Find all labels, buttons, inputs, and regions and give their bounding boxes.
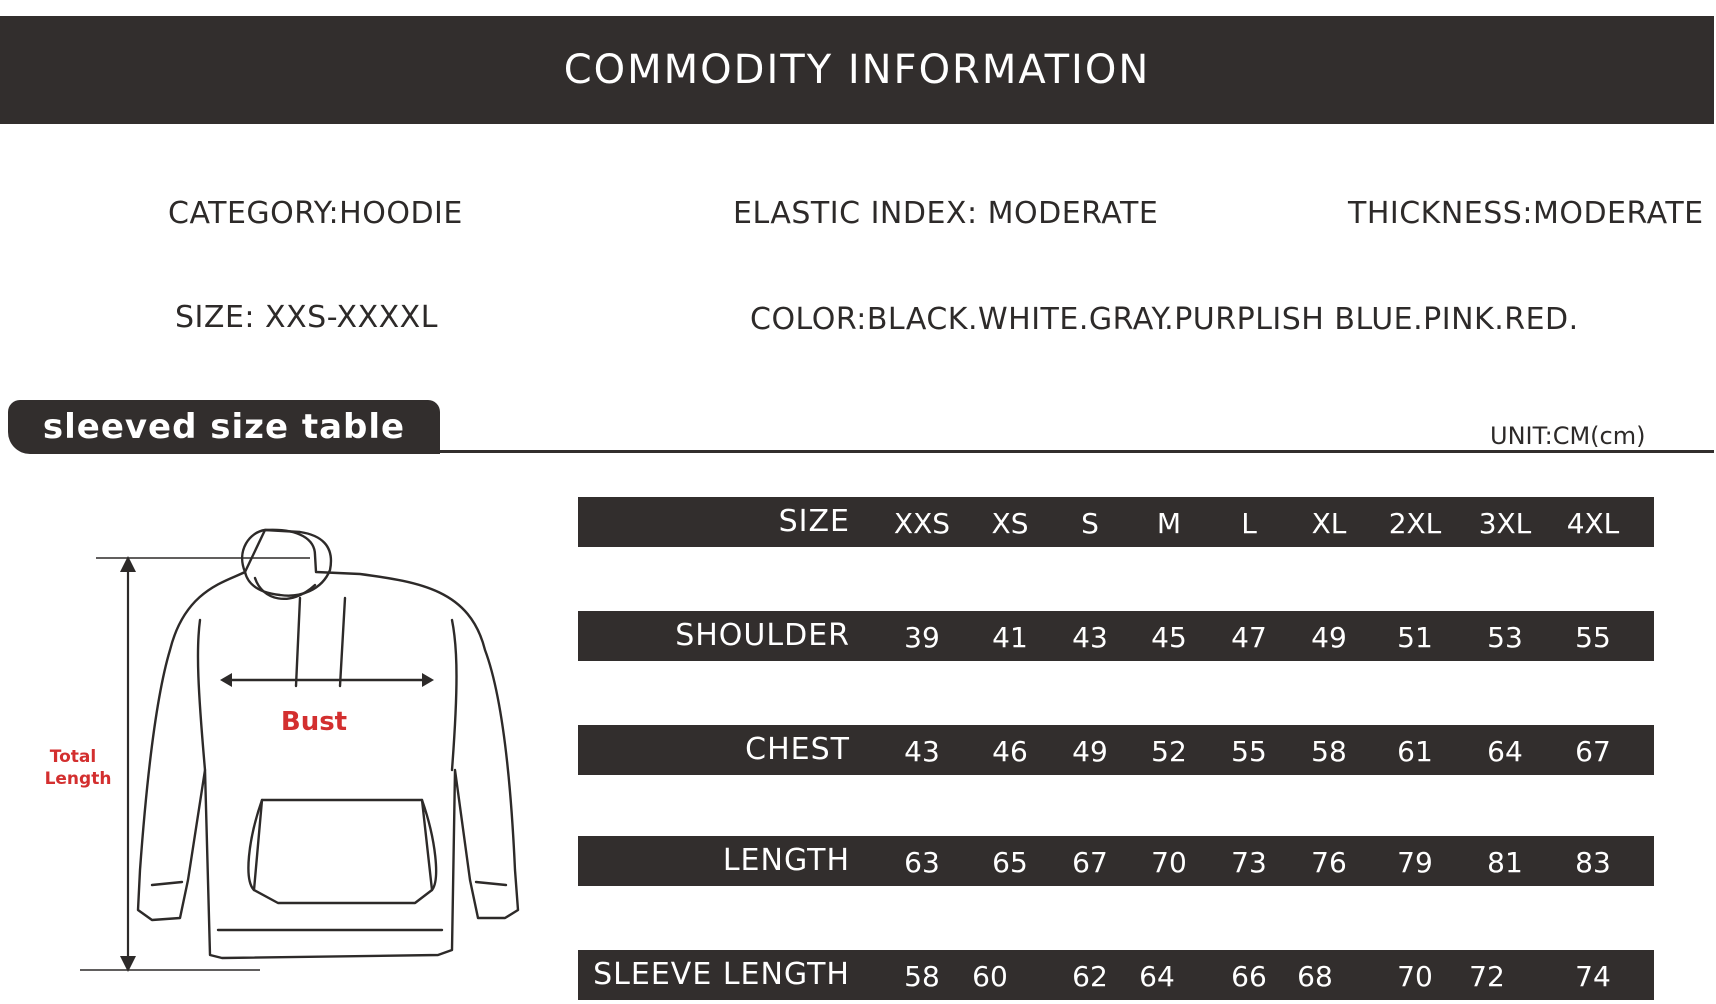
size-table-tab-label: sleeved size table — [42, 407, 406, 447]
header-bar — [0, 16, 1714, 124]
table-cell: 62 — [1072, 960, 1108, 993]
table-cell: 64 — [1139, 960, 1175, 993]
size-column-header: 2XL — [1388, 507, 1442, 540]
table-cell: 70 — [1151, 846, 1187, 879]
size-column-header: S — [1081, 507, 1099, 540]
size-column-header: XS — [991, 507, 1029, 540]
table-cell: 76 — [1311, 846, 1347, 879]
table-cell: 72 — [1469, 960, 1505, 993]
total-length-label-line2: Length — [44, 769, 112, 789]
size-header-label: SIZE — [778, 504, 850, 539]
table-row — [578, 950, 1654, 1000]
hoodie-diagram — [0, 510, 530, 990]
row-label: LENGTH — [722, 843, 850, 878]
page-title: COMMODITY INFORMATION — [563, 47, 1151, 93]
table-cell: 46 — [992, 735, 1028, 768]
table-cell: 58 — [904, 960, 940, 993]
size-column-header: M — [1156, 507, 1182, 540]
table-cell: 60 — [972, 960, 1008, 993]
size-header-row — [578, 497, 1654, 547]
table-cell: 70 — [1397, 960, 1433, 993]
table-cell: 39 — [904, 621, 940, 654]
hoodie-outline — [138, 530, 518, 958]
size-table-tab — [8, 400, 440, 454]
size-column-header: XXS — [893, 507, 951, 540]
table-cell: 49 — [1311, 621, 1347, 654]
table-cell: 55 — [1575, 621, 1611, 654]
table-cell: 41 — [992, 621, 1028, 654]
table-cell: 83 — [1575, 846, 1611, 879]
table-cell: 73 — [1231, 846, 1267, 879]
row-label: SLEEVE LENGTH — [593, 957, 850, 992]
table-cell: 66 — [1231, 960, 1267, 993]
table-cell: 58 — [1311, 735, 1347, 768]
table-row — [578, 611, 1654, 661]
table-cell: 61 — [1397, 735, 1433, 768]
row-label: SHOULDER — [675, 618, 850, 653]
table-cell: 64 — [1487, 735, 1523, 768]
table-cell: 67 — [1072, 846, 1108, 879]
size-column-header: 4XL — [1566, 507, 1620, 540]
bust-label: Bust — [280, 707, 348, 737]
category-info: CATEGORY:HOODIE — [168, 196, 463, 231]
table-cell: 74 — [1575, 960, 1611, 993]
table-cell: 63 — [904, 846, 940, 879]
table-cell: 51 — [1397, 621, 1433, 654]
unit-label: UNIT:CM(cm) — [1490, 422, 1646, 450]
table-cell: 81 — [1487, 846, 1523, 879]
color-info: COLOR:BLACK.WHITE.GRAY.PURPLISH BLUE.PINK.RED. — [750, 302, 1579, 337]
table-cell: 43 — [1072, 621, 1108, 654]
table-cell: 55 — [1231, 735, 1267, 768]
table-row — [578, 836, 1654, 886]
arrow-left-icon — [220, 673, 232, 687]
table-cell: 47 — [1231, 621, 1267, 654]
size-column-header: L — [1241, 507, 1257, 540]
total-length-label-line1: Total — [49, 747, 97, 767]
size-column-header: XL — [1311, 507, 1347, 540]
row-label: CHEST — [745, 732, 850, 767]
table-cell: 49 — [1072, 735, 1108, 768]
table-cell: 53 — [1487, 621, 1523, 654]
table-cell: 68 — [1297, 960, 1333, 993]
table-cell: 43 — [904, 735, 940, 768]
table-cell: 67 — [1575, 735, 1611, 768]
size-column-header: 3XL — [1478, 507, 1532, 540]
section-divider — [430, 450, 1714, 453]
arrow-right-icon — [422, 673, 434, 687]
thickness-info: THICKNESS:MODERATE — [1348, 196, 1704, 231]
elastic-index-info: ELASTIC INDEX: MODERATE — [733, 196, 1159, 231]
table-cell: 52 — [1151, 735, 1187, 768]
table-cell: 65 — [992, 846, 1028, 879]
table-cell: 79 — [1397, 846, 1433, 879]
size-range-info: SIZE: XXS-XXXXL — [175, 300, 438, 335]
table-row — [578, 725, 1654, 775]
table-cell: 45 — [1151, 621, 1187, 654]
